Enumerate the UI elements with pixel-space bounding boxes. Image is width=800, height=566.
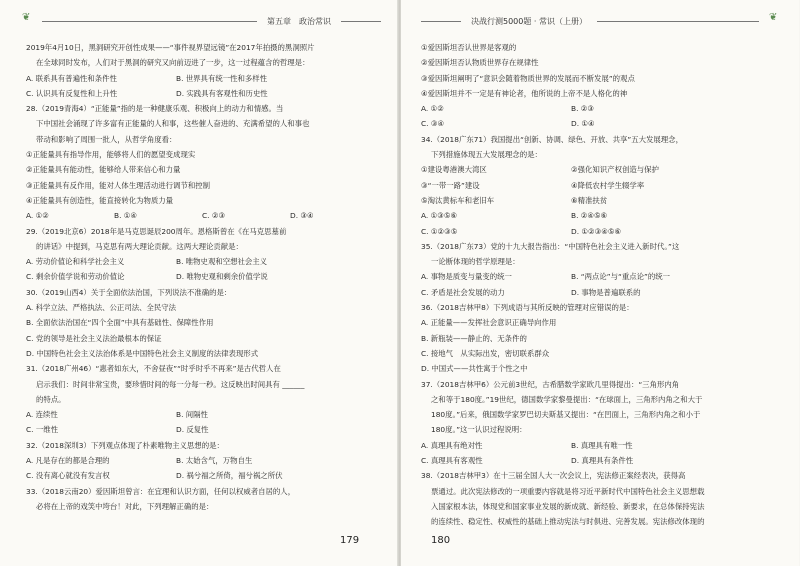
answer-option: B. “两点论”与“重点论”的统一 bbox=[571, 272, 670, 282]
answer-options-row bbox=[26, 269, 388, 284]
answer-options-row bbox=[26, 453, 388, 468]
answer-option: C. 剩余价值学说和劳动价值论 bbox=[26, 272, 125, 282]
answer-options-row bbox=[421, 178, 783, 193]
answer-option: D. ①④ bbox=[571, 119, 595, 129]
text-line: 28.（2019青海4）“正能量”指的是一种健康乐观、积极向上的动力和情感。当 bbox=[26, 104, 284, 114]
text-line: 的讲话》中提到，马克思有两大理论贡献。这两大理论贡献是： bbox=[36, 241, 243, 251]
left-page-content bbox=[26, 40, 388, 514]
header-rule bbox=[421, 21, 461, 22]
right-page-number: 180 bbox=[431, 535, 451, 546]
answer-option: B. 世界具有统一性和多样性 bbox=[176, 73, 268, 83]
answer-option: A. ①② bbox=[421, 104, 444, 114]
text-line: B. 全面依法治国在“四个全面”中具有基础性、保障性作用 bbox=[26, 318, 214, 328]
answer-option: C. 矛盾是社会发展的动力 bbox=[421, 287, 505, 297]
answer-option: A. 凡是存在的都是合理的 bbox=[26, 456, 110, 466]
text-line: 180度。”后来，俄国数学家罗巴切夫斯基又提出：“在凹面上，三角形内角之和小于 bbox=[431, 410, 701, 420]
answer-option: B. ②④⑤⑥ bbox=[571, 211, 608, 221]
answer-option: C. 没有离心就没有发言权 bbox=[26, 471, 110, 481]
answer-options-row bbox=[421, 453, 783, 468]
text-line: ③正能量具有反作用，能对人体生理活动进行调节和控制 bbox=[26, 180, 211, 190]
answer-options-row bbox=[421, 101, 783, 116]
answer-options-row bbox=[421, 285, 783, 300]
answer-option: A. 真理具有绝对性 bbox=[421, 440, 483, 450]
answer-options-row bbox=[421, 162, 783, 177]
answer-option: C. 认识具有反复性和上升性 bbox=[26, 88, 118, 98]
answer-option: C. 真理具有客观性 bbox=[421, 456, 483, 466]
leaf-ornament-icon: ❦ bbox=[22, 12, 31, 23]
text-line: ①爱因斯坦否认世界是客观的 bbox=[421, 43, 517, 52]
answer-option: ③“一带一路”建设 bbox=[421, 180, 480, 190]
answer-option: C. ②③ bbox=[202, 211, 226, 221]
header-rule bbox=[341, 21, 381, 22]
text-line: D. 中国式——共性寓于个性之中 bbox=[421, 364, 528, 374]
text-line: 36.（2018吉林甲8）下列成语与其所反映的管理对应错误的是： bbox=[421, 303, 634, 313]
answer-options-row bbox=[421, 193, 783, 208]
answer-option: D. ①②③④⑤⑥ bbox=[571, 226, 622, 236]
answer-option: A. 连续性 bbox=[26, 410, 58, 420]
right-book-title: 决战行测5000题 · 常识（上册） bbox=[471, 16, 587, 26]
text-line: B. 新瓶装——静止的、无条件的 bbox=[421, 333, 527, 343]
answer-option: B. 唯物史观和空想社会主义 bbox=[176, 257, 268, 267]
text-line: C. 党的领导是社会主义法治最根本的保证 bbox=[26, 333, 162, 343]
answer-options-row bbox=[26, 254, 388, 269]
left-page bbox=[0, 0, 398, 566]
answer-options-row bbox=[26, 422, 388, 437]
answer-option: B. 间隔性 bbox=[176, 410, 208, 420]
answer-option: D. 唯物史观和剩余价值学说 bbox=[176, 272, 268, 282]
text-line: 29.（2019北京6）2018年是马克思诞辰200周年。恩格斯曾在《在马克思墓前 bbox=[26, 226, 287, 236]
answer-option: ⑥精准扶贫 bbox=[571, 195, 608, 205]
left-chapter-title: 第五章 政治常识 bbox=[267, 16, 331, 26]
text-line: 入国家根本法，体现党和国家事业发展的新成就、新经验、新要求，在总体保持宪法 bbox=[431, 501, 705, 511]
text-line: 的连续性、稳定性、权威性的基础上推动宪法与时俱进、完善发展。宪法修改体现的 bbox=[431, 517, 705, 527]
answer-options-row bbox=[421, 269, 783, 284]
text-line: 下列措施体现五大发展理念的是： bbox=[431, 150, 542, 160]
text-line: 33.（2018云南20）爱因斯坦曾言：在宜理和认识方面，任何以权威者自居的人， bbox=[26, 486, 296, 496]
text-line: A. 科学立法、严格执法、公正司法、全民守法 bbox=[26, 303, 177, 313]
text-line: ④爱因斯坦并不一定是有神论者，他所说的上帝不是人格化的神 bbox=[421, 88, 628, 98]
text-line: C. 接地气 从实际出发，密切联系群众 bbox=[421, 348, 550, 358]
answer-option: A. 事物是质变与量变的统一 bbox=[421, 272, 512, 282]
text-line: 一论断体现的哲学原理是： bbox=[431, 257, 520, 267]
right-page-header bbox=[421, 14, 759, 28]
text-line: 180度。”这一认识过程说明： bbox=[431, 425, 527, 435]
text-line: 必将在上帝的戏笑中垮台！对此，下列理解正确的是： bbox=[36, 501, 214, 511]
right-page-content bbox=[421, 40, 783, 530]
answer-options-row bbox=[421, 208, 783, 223]
answer-option: D. 事物是普遍联系的 bbox=[571, 287, 641, 297]
answer-option: A. 联系具有普遍性和条件性 bbox=[26, 73, 117, 83]
answer-option: C. ①②③⑤ bbox=[421, 226, 458, 236]
answer-options-row bbox=[26, 71, 388, 86]
answer-option: A. ①③⑤⑥ bbox=[421, 211, 458, 221]
text-line: 37.（2018吉林甲6）公元前3世纪，古希腊数学家欧几里得提出：“三角形内角 bbox=[421, 379, 680, 389]
text-line: 带动和影响了周围一批人，从哲学角度看： bbox=[36, 134, 177, 144]
answer-options-row bbox=[421, 224, 783, 239]
text-line: A. 正能量——发挥社会意识正确导向作用 bbox=[421, 318, 557, 328]
answer-options-row bbox=[26, 468, 388, 483]
answer-option: D. 实践具有客观性和历史性 bbox=[176, 88, 268, 98]
text-line: ②爱因斯坦否认物质世界存在规律性 bbox=[421, 58, 539, 68]
text-line: 30.（2019山西4）关于全面依法治国，下列说法不准确的是： bbox=[26, 287, 232, 297]
answer-options-row bbox=[26, 208, 388, 223]
text-line: 下中国社会涌现了许多富有正能量的人和事，这些催人奋进的、充满希望的人和事也 bbox=[36, 119, 310, 129]
answer-option: D. 反复性 bbox=[176, 425, 209, 435]
answer-option: C. 一维性 bbox=[26, 425, 59, 435]
answer-options-row bbox=[26, 407, 388, 422]
answer-option: A. ①② bbox=[26, 211, 49, 221]
text-line: 32.（2018深圳3）下列观点体现了朴素唯物主义思想的是： bbox=[26, 440, 224, 450]
text-line: 38.（2018吉林甲3）在十三届全国人大一次会议上，宪法修正案经表决，获得高 bbox=[421, 471, 686, 481]
answer-option: D. 祸兮福之所倚，福兮祸之所伏 bbox=[176, 471, 283, 481]
answer-option: B. ①④ bbox=[114, 211, 138, 221]
text-line: 31.（2018广州46）“惠者如东大，不舍昼夜”“时乎时乎不再来”是古代哲人在 bbox=[26, 364, 281, 374]
text-line: ②正能量具有能动性，能够给人带来信心和力量 bbox=[26, 165, 181, 175]
answer-option: ⑤淘汰黄标车和老旧车 bbox=[421, 195, 495, 205]
leaf-ornament-icon: ❦ bbox=[769, 12, 778, 23]
left-page-header bbox=[42, 14, 381, 28]
answer-option: ②强化知识产权创造与保护 bbox=[571, 165, 659, 175]
answer-options-row bbox=[421, 438, 783, 453]
answer-options-row bbox=[421, 116, 783, 131]
text-line: 2019年4月10日，黑洞研究开创性成果——“事件视界望远镜”在2017年拍摄的黑洞照片 bbox=[26, 43, 315, 52]
answer-option: B. 太始含气，万物自生 bbox=[176, 456, 253, 466]
text-line: ③爱因斯坦阐明了“意识会随着物质世界的发展而不断发展”的观点 bbox=[421, 73, 635, 83]
text-line: 之和等于180度。”19世纪，德国数学家黎曼提出：“在球面上，三角形内角之和大于 bbox=[431, 394, 703, 404]
left-page-number: 179 bbox=[340, 535, 360, 546]
answer-option: ④降低农村学生辍学率 bbox=[571, 180, 645, 190]
answer-option: D. ③④ bbox=[290, 211, 314, 221]
answer-option: ①建设粤港澳大湾区 bbox=[421, 165, 487, 175]
text-line: 35.（2018广东73）党的十九大报告指出：“中国特色社会主义进入新时代。”这 bbox=[421, 241, 680, 251]
header-rule bbox=[42, 21, 257, 22]
text-line: 的特点。 bbox=[36, 394, 66, 404]
text-line: ④正能量具有创造性，能直接转化为物质力量 bbox=[26, 195, 174, 205]
text-line: D. 中国特色社会主义法治体系是中国特色社会主义制度的法律表现形式 bbox=[26, 348, 259, 358]
answer-option: D. 真理具有条件性 bbox=[571, 456, 634, 466]
right-page bbox=[401, 0, 799, 566]
header-rule bbox=[597, 21, 759, 22]
text-line: 票通过。此次宪法修改的一项重要内容就是将习近平新时代中国特色社会主义思想载 bbox=[431, 486, 705, 496]
text-line: ①正能量具有指导作用，能够将人们的愿望变成现实 bbox=[26, 150, 196, 160]
answer-option: B. 真理具有唯一性 bbox=[571, 440, 633, 450]
answer-option: A. 劳动价值论和科学社会主义 bbox=[26, 257, 125, 267]
text-line: 启示我们：时间非常宝贵，要珍惜时间的每一分每一秒。这反映出时间具有 ______ bbox=[36, 379, 305, 389]
text-line: 34.（2018广东71）我国提出“创新、协调、绿色、开放、共享”五大发展理念， bbox=[421, 134, 683, 144]
answer-option: C. ③④ bbox=[421, 119, 445, 129]
answer-option: B. ②③ bbox=[571, 104, 595, 114]
text-line: 在全球同时发布，人们对于黑洞的研究又向前迈进了一步，这一过程蕴含的哲理是： bbox=[36, 58, 310, 68]
answer-options-row bbox=[26, 86, 388, 101]
